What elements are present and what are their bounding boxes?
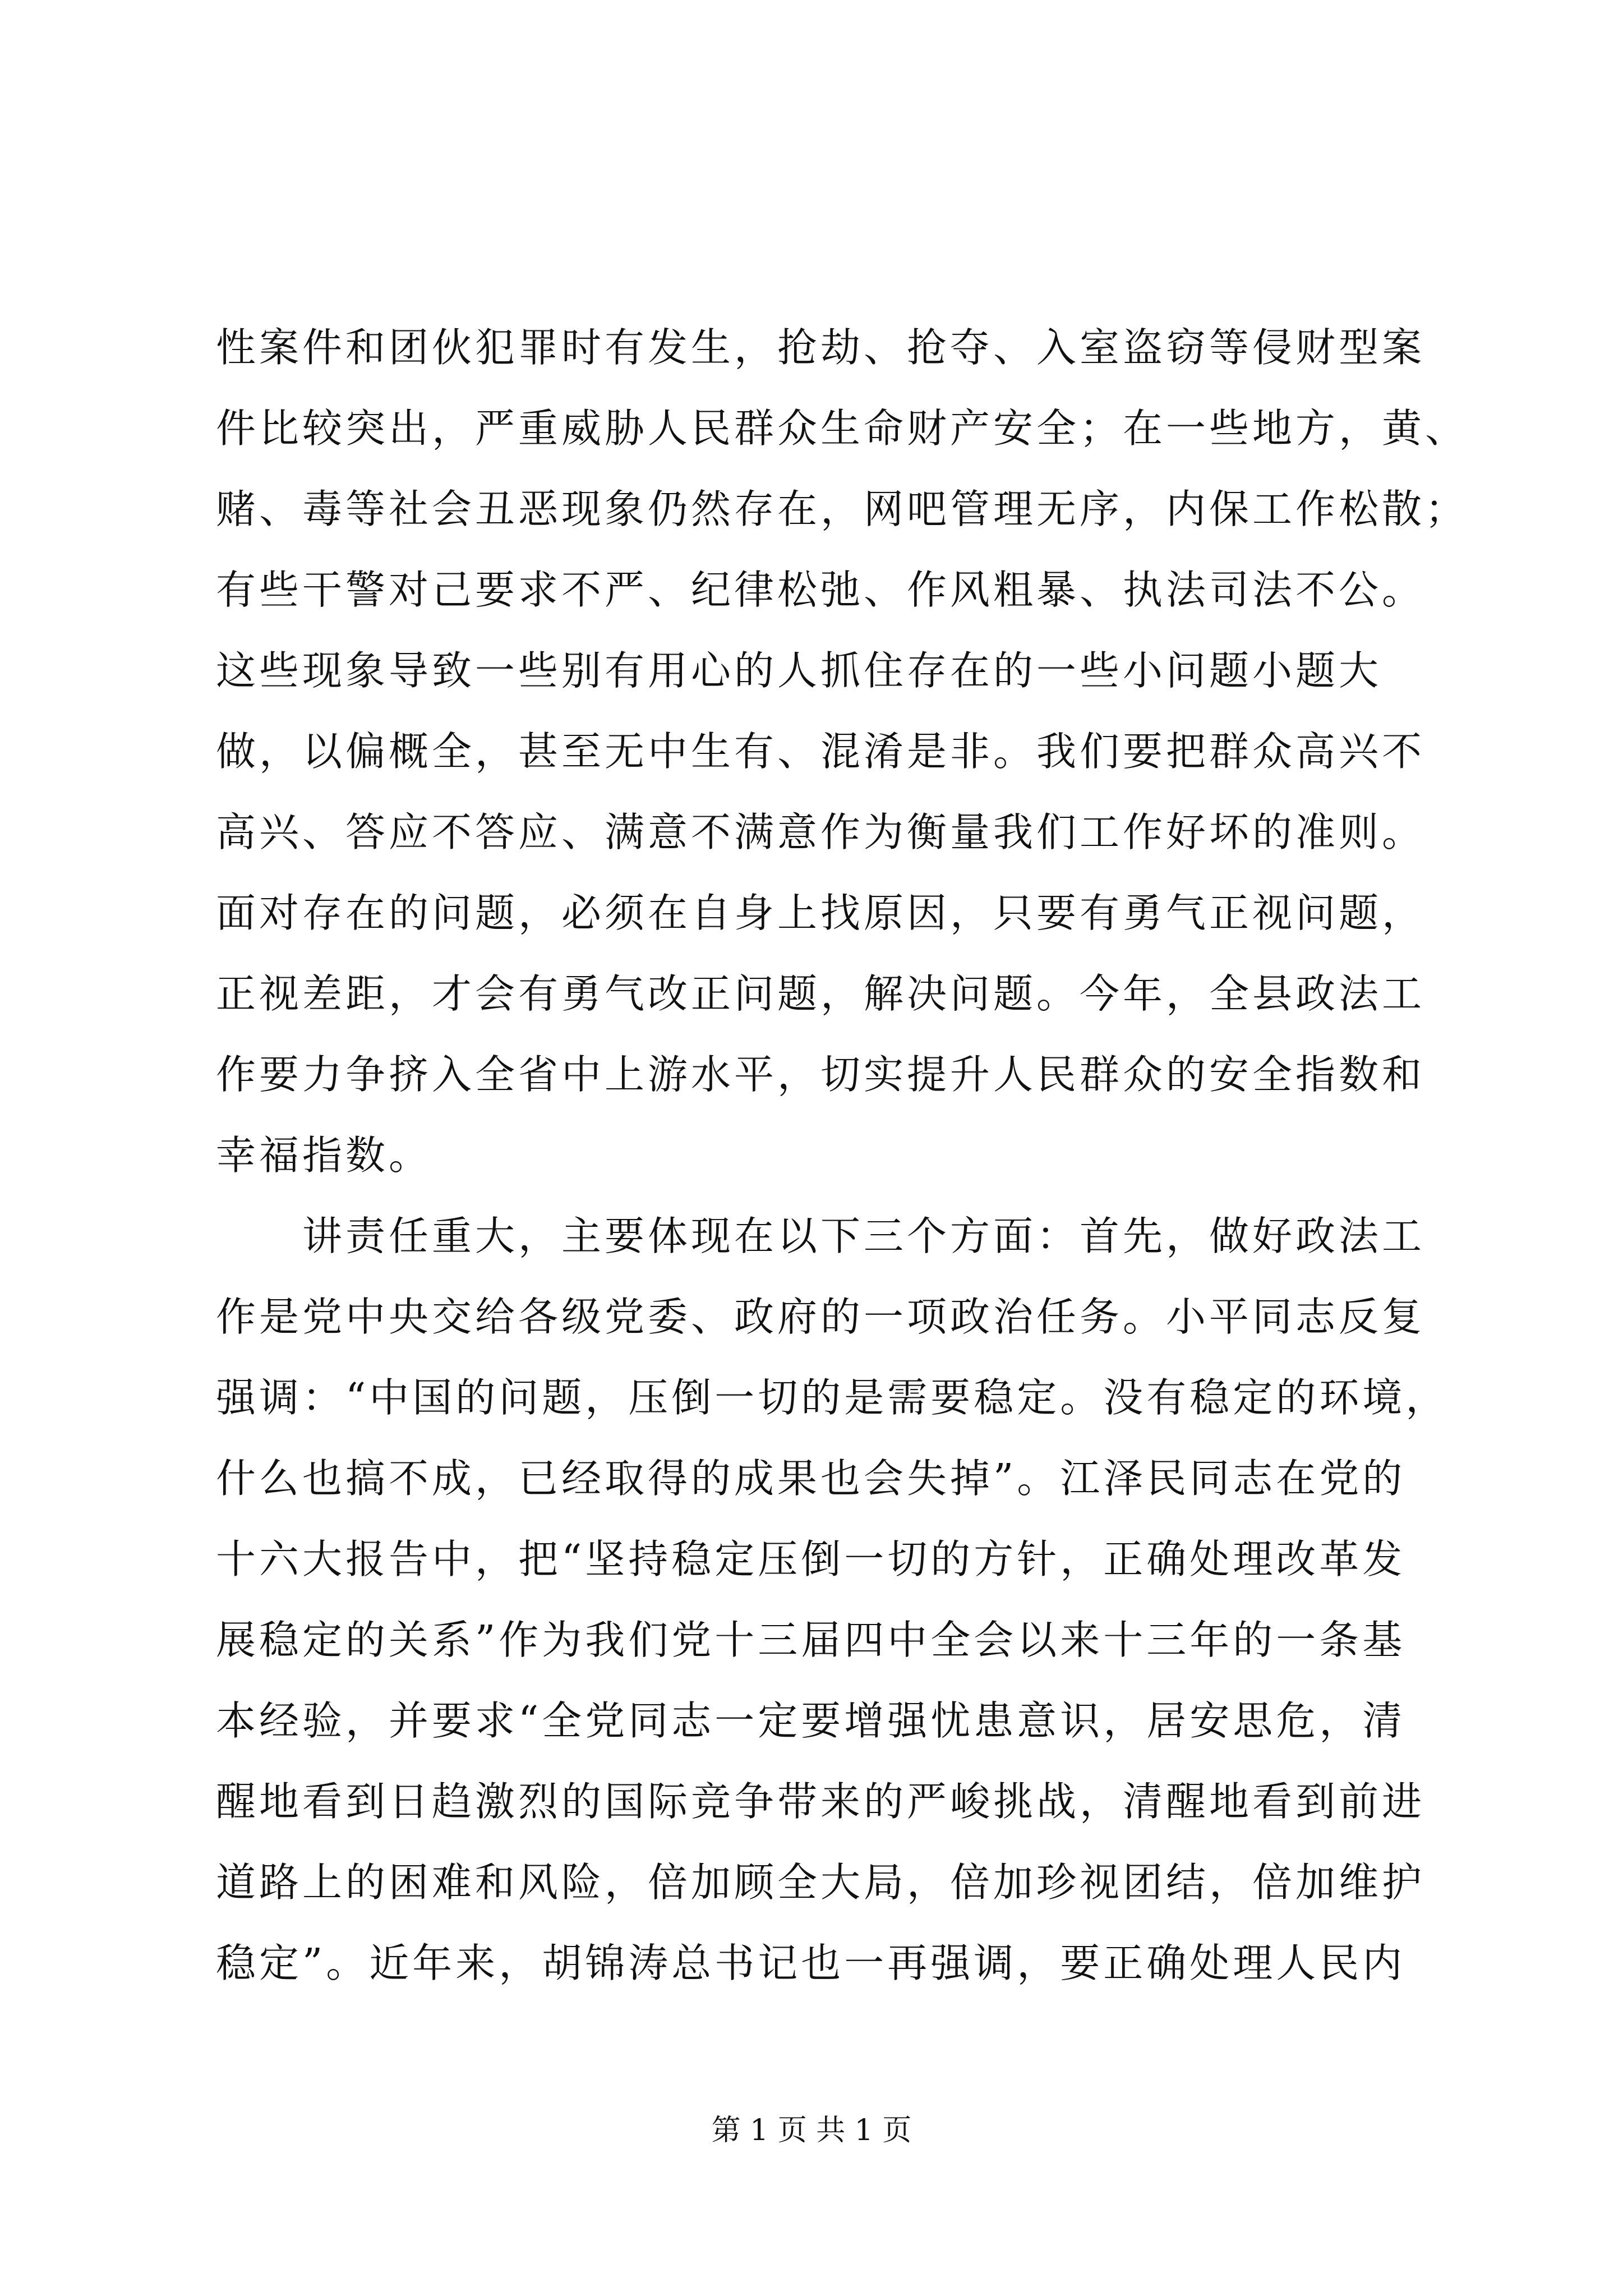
text-line: 作要力争挤入全省中上游水平，切实提升人民群众的安全指数和 bbox=[216, 1051, 1426, 1098]
text-line: 作是党中央交给各级党委、政府的一项政治任务。小平同志反复 bbox=[216, 1294, 1426, 1340]
page-number-label: 第 1 页 共 1 页 bbox=[711, 2114, 912, 2147]
text-line: 做，以偏概全，甚至无中生有、混淆是非。我们要把群众高兴不 bbox=[216, 728, 1426, 775]
text-line: 幸福指数。 bbox=[216, 1132, 432, 1179]
text-line: 正视差距，才会有勇气改正问题，解决问题。今年，全县政法工 bbox=[216, 970, 1426, 1017]
text-line: 道路上的困难和风险，倍加顾全大局，倍加珍视团结，倍加维护 bbox=[216, 1859, 1426, 1906]
document-body bbox=[216, 307, 1469, 2004]
text-line: 这些现象导致一些别有用心的人抓住存在的一些小问题小题大 bbox=[216, 647, 1382, 694]
text-line: 本经验，并要求“全党同志一定要增强忧患意识，居安思危，清 bbox=[216, 1697, 1406, 1744]
text-line: 面对存在的问题，必须在自身上找原因，只要有勇气正视问题， bbox=[216, 890, 1426, 936]
text-line: 讲责任重大，主要体现在以下三个方面：首先，做好政法工 bbox=[216, 1213, 1426, 1259]
text-line: 强调：“中国的问题，压倒一切的是需要稳定。没有稳定的环境， bbox=[216, 1374, 1449, 1421]
text-line: 稳定”。近年来，胡锦涛总书记也一再强调，要正确处理人民内 bbox=[216, 1940, 1406, 1986]
text-line: 性案件和团伙犯罪时有发生，抢劫、抢夺、入室盗窃等侵财型案 bbox=[216, 324, 1426, 371]
text-line: 件比较突出，严重威胁人民群众生命财产安全；在一些地方，黄、 bbox=[216, 405, 1469, 452]
text-line: 高兴、答应不答应、满意不满意作为衡量我们工作好坏的准则。 bbox=[216, 809, 1426, 855]
text-line: 十六大报告中，把“坚持稳定压倒一切的方针，正确处理改革发 bbox=[216, 1536, 1406, 1582]
text-line: 醒地看到日趋激烈的国际竞争带来的严峻挑战，清醒地看到前进 bbox=[216, 1778, 1426, 1825]
text-line: 展稳定的关系”作为我们党十三届四中全会以来十三年的一条基 bbox=[216, 1617, 1406, 1663]
text-line: 赌、毒等社会丑恶现象仍然存在，网吧管理无序，内保工作松散； bbox=[216, 486, 1469, 532]
text-line: 什么也搞不成，已经取得的成果也会失掉”。江泽民同志在党的 bbox=[216, 1455, 1406, 1502]
page-footer bbox=[0, 2108, 1623, 2153]
text-line: 有些干警对己要求不严、纪律松弛、作风粗暴、执法司法不公。 bbox=[216, 567, 1426, 613]
